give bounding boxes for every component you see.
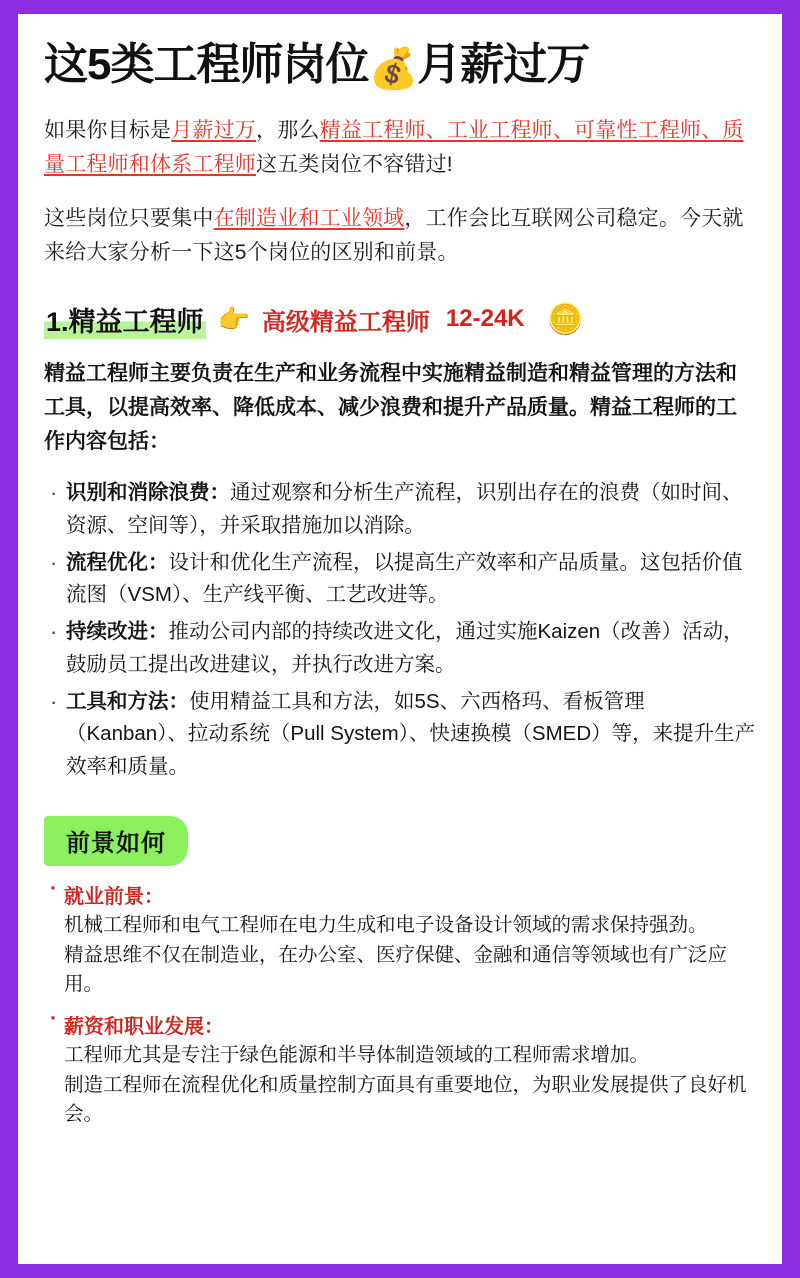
prospect-banner: 前景如何 — [44, 816, 188, 866]
bullet-lead: 工具和方法： — [66, 689, 189, 713]
intro-p1-a: 如果你目标是 — [44, 118, 172, 142]
list-item — [44, 547, 756, 613]
intro-p1-highlight-2: 精益工程师、工业工程师、可靠性工程师、质量工程师和体系工程师 — [44, 118, 744, 176]
bullet-text: 推动公司内部的持续改进文化，通过实施Kaizen（改善）活动，鼓励员工提出改进建议，并执行改进方案。 — [66, 620, 744, 676]
bullet-text: 通过观察和分析生产流程，识别出存在的浪费（如时间、资源、空间等），并采取措施加以消除。 — [66, 480, 743, 537]
intro-p1-c: 这五类岗位不容错过! — [256, 152, 453, 176]
bullet-lead: 流程优化： — [66, 550, 169, 574]
title-before: 这5类工程师岗位 — [44, 40, 369, 89]
intro-p1-highlight-1: 月薪过万 — [171, 118, 257, 142]
prospect-item-salary — [44, 1010, 756, 1130]
intro-p2-b: ，工作会比互联网公司稳定。今天就来给大家分析一下这5个岗位的区别和前景。 — [44, 206, 744, 264]
section-1-salary: 12-24K — [445, 305, 525, 333]
bullet-lead: 持续改进： — [66, 620, 169, 644]
intro-p1-b: ，那么 — [256, 118, 320, 142]
money-bag-icon: 💰 — [368, 47, 418, 91]
prospect-item-title: · 薪资和职业发展： — [44, 1010, 756, 1039]
prospect-banner-wrap — [44, 816, 756, 866]
prospect-item-title: · 就业前景： — [44, 880, 756, 909]
section-1-header — [44, 300, 756, 339]
section-1-title: 1.精益工程师 — [44, 300, 206, 339]
section-1-role-tag: 高级精益工程师 — [261, 308, 430, 336]
pointing-hand-icon: 👉 — [217, 303, 250, 334]
prospect-item-employment — [44, 880, 756, 1000]
prospect-item-line: 制造工程师在流程优化和质量控制方面具有重要地位，为职业发展提供了良好机会。 — [64, 1073, 747, 1126]
prospect-item-line: 机械工程师和电气工程师在电力生成和电子设备设计领域的需求保持强劲。 — [64, 914, 708, 937]
section-1-description: 精益工程师主要负责在生产和业务流程中实施精益制造和精益管理的方法和工具，以提高效率、降低成本、减少浪费和提升产品质量。精益工程师的工作内容包括： — [44, 361, 737, 453]
bullet-text: 使用精益工具和方法，如5S、六西格玛、看板管理（Kanban）、拉动系统（Pull System）、快速换模（SMED）等，来提升生产效率和质量。 — [66, 689, 756, 779]
title-after: 月薪过万 — [417, 40, 590, 89]
intro-paragraph-1 — [44, 114, 756, 182]
intro-paragraph-2 — [44, 202, 756, 270]
prospect-item-line: 精益思维不仅在制造业，在办公室、医疗保健、金融和通信等领域也有广泛应用。 — [64, 943, 728, 996]
section-1-bullet-list — [44, 477, 756, 784]
prospect-item-line: 工程师尤其是专注于绿色能源和半导体制造领域的工程师需求增加。 — [64, 1043, 650, 1066]
page-title — [44, 40, 756, 92]
list-item — [44, 616, 756, 682]
list-item — [44, 477, 756, 543]
bullet-lead: 识别和消除浪费： — [66, 480, 230, 504]
intro-p2-highlight: 在制造业和工业领域 — [213, 206, 405, 230]
coins-icon: 🪙 — [546, 302, 584, 336]
bullet-text: 设计和优化生产流程，以提高生产效率和产品质量。这包括价值流图（VSM）、生产线平衡、工艺改进等。 — [66, 550, 743, 607]
article-page — [18, 14, 782, 1264]
intro-p2-a: 这些岗位只要集中 — [44, 206, 214, 230]
list-item — [44, 686, 756, 784]
